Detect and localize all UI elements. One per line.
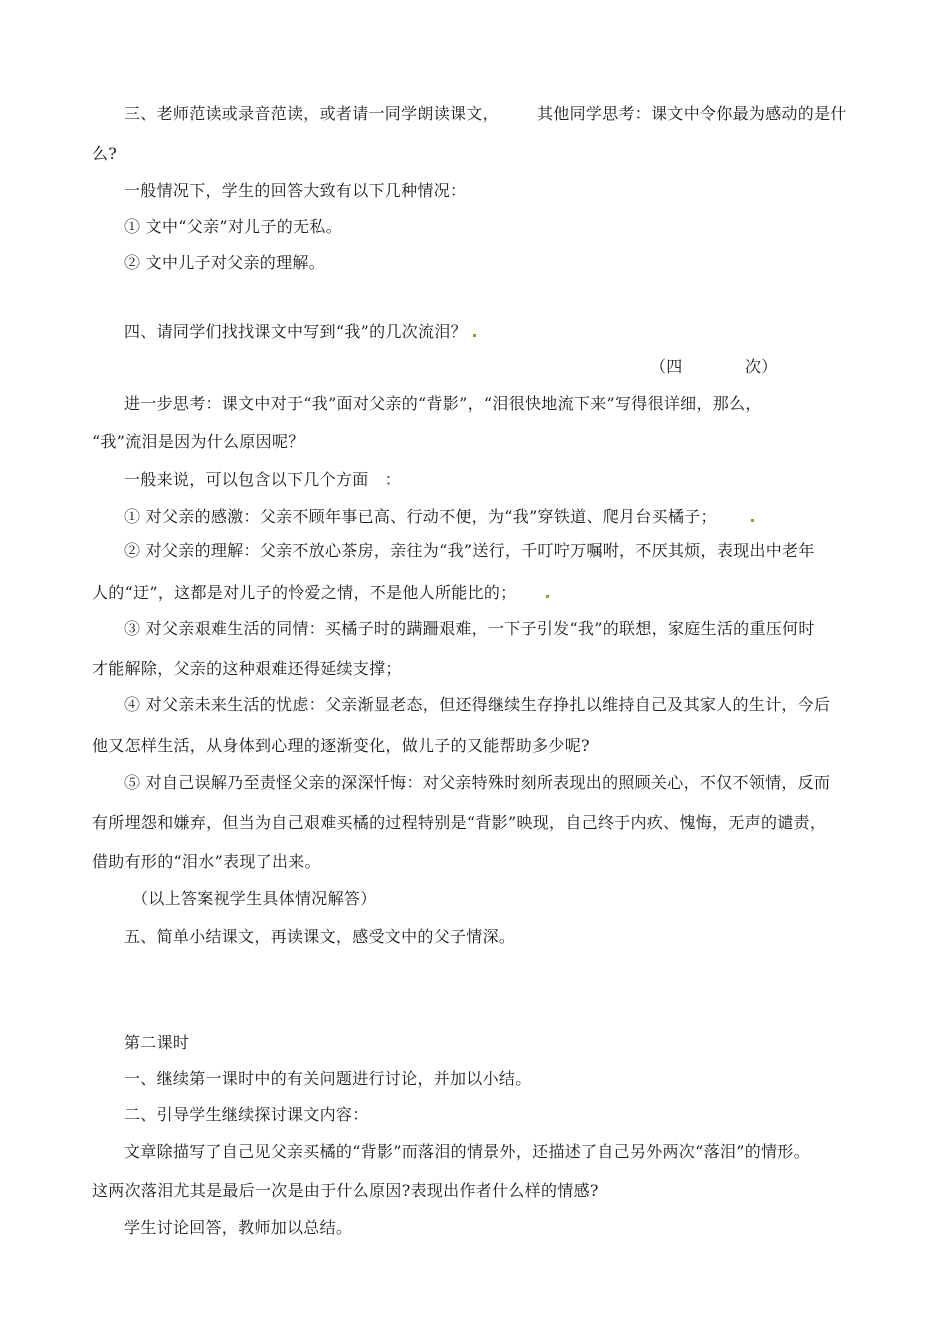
list-item-text: 人的“迂”，这都是对儿子的怜爱之情，不是他人所能比的； bbox=[92, 583, 517, 602]
section-3-heading: 三、老师范读或录音范读，或者请一同学朗读课文， bbox=[124, 104, 499, 123]
list-item: ④ 对父亲未来生活的忧虑：父亲渐显老态，但还得继续生存挣扎以维持自己及其家人的生计，今后 bbox=[124, 695, 831, 714]
list-item: ② 文中儿子对父亲的理解。 bbox=[124, 253, 325, 272]
mark-dot bbox=[751, 519, 754, 522]
list-item-wrap: 有所埋怨和嫌弃，但当为自己艰难买橘的过程特别是“背影”映现，自己终于内疚、愧悔，无声的谴责， bbox=[92, 813, 827, 832]
mark-dot bbox=[473, 334, 476, 337]
list-item: ① 文中“父亲”对儿子的无私。 bbox=[124, 217, 342, 236]
answer-label-cont: 次） bbox=[745, 357, 778, 376]
paragraph: 一般情况下，学生的回答大致有以下几种情况： bbox=[124, 181, 467, 200]
list-item-wrap: 借助有形的“泪水”表现了出来。 bbox=[92, 852, 321, 871]
paragraph: 学生讨论回答，教师加以总结。 bbox=[124, 1218, 353, 1237]
section-5-heading: 五、简单小结课文，再读课文，感受文中的父子情深。 bbox=[124, 927, 516, 946]
list-item-wrap: 他又怎样生活，从身体到心理的逐渐变化，做儿子的又能帮助多少呢? bbox=[92, 736, 590, 755]
answer-label: （四 bbox=[650, 357, 683, 376]
list-item-wrap: 才能解除，父亲的这种艰难还得延续支撑； bbox=[92, 659, 402, 678]
list-item-wrap bbox=[92, 582, 549, 604]
paragraph-wrap: 这两次落泪尤其是最后一次是由于什么原因?表现出作者什么样的情感? bbox=[92, 1181, 599, 1200]
section-4-heading bbox=[124, 321, 476, 343]
section-4-heading-text: 四、请同学们找找课文中写到“我”的几次流泪？ bbox=[124, 322, 467, 341]
lesson-2-title: 第二课时 bbox=[124, 1033, 190, 1052]
paragraph: 文章除描写了自己见父亲买橘的“背影”而落泪的情景外，还描述了自己另外两次“落泪”的情形。 bbox=[124, 1142, 810, 1161]
section-3-heading-cont: 其他同学思考：课文中令你最为感动的是什 bbox=[537, 104, 847, 123]
list-item-text: ① 对父亲的感激：父亲不顾年事已高、行动不便，为“我”穿铁道、爬月台买橘子； bbox=[124, 507, 717, 526]
paragraph: 进一步思考：课文中对于“我”面对父亲的“背影”，“泪很快地流下来”写得很详细，那么， bbox=[124, 394, 762, 413]
paragraph-wrap: “我”流泪是因为什么原因呢？ bbox=[92, 432, 305, 451]
paragraph: 一般来说，可以包含以下几个方面 ： bbox=[124, 470, 402, 489]
list-item: 一、继续第一课时中的有关问题进行讨论，并加以小结。 bbox=[124, 1069, 532, 1088]
list-item: ② 对父亲的理解：父亲不放心茶房，亲往为“我”送行，千叮咛万嘱咐，不厌其烦，表现出中老年 bbox=[124, 541, 815, 560]
list-item: 二、引导学生继续探讨课文内容： bbox=[124, 1105, 369, 1124]
note: （以上答案视学生具体情况解答） bbox=[132, 889, 377, 908]
list-item: ⑤ 对自己误解乃至责怪父亲的深深忏悔：对父亲特殊时刻所表现出的照顾关心，不仅不领情，反而 bbox=[124, 773, 831, 792]
list-item: ③ 对父亲艰难生活的同情：买橘子时的蹒跚艰难，一下子引发“我”的联想，家庭生活的重压何时 bbox=[124, 619, 815, 638]
section-3-heading-wrap: 么? bbox=[92, 144, 118, 163]
mark-dot bbox=[546, 595, 549, 598]
list-item bbox=[124, 506, 754, 528]
